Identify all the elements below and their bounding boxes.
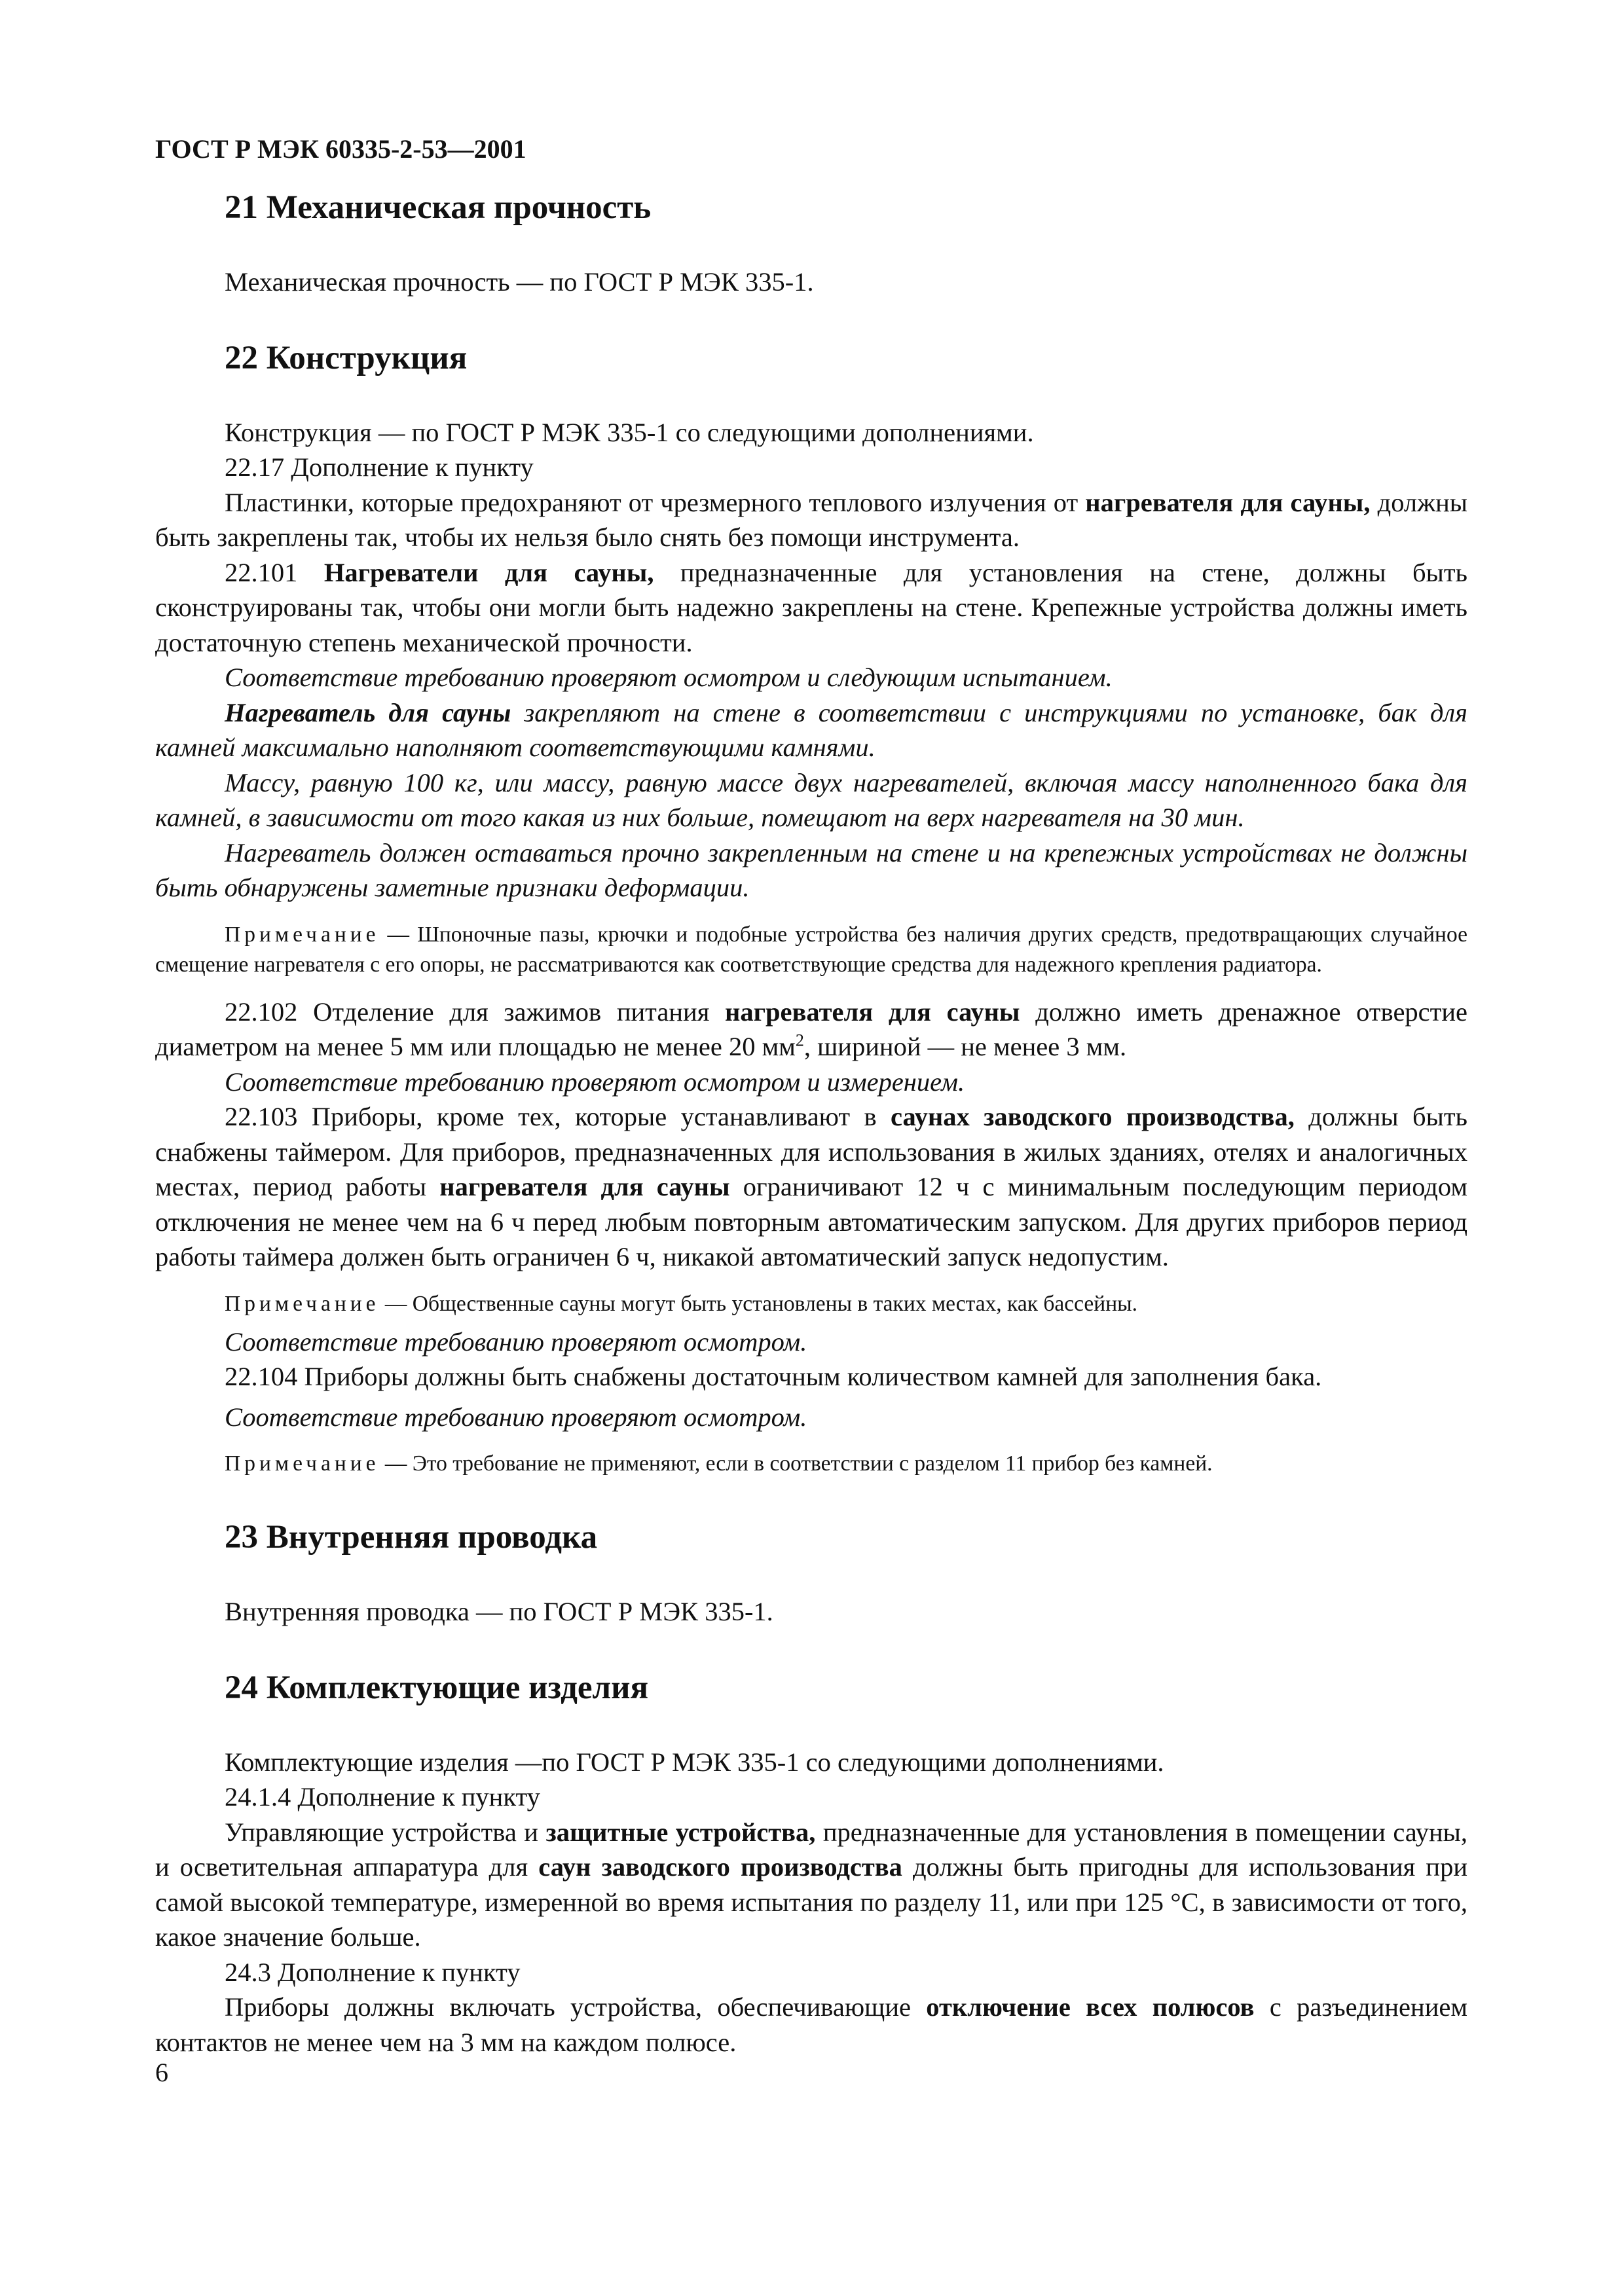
compliance-statement: Соответствие требованию проверяют осмотром и измерением. <box>225 1066 965 1097</box>
compliance-statement: Соответствие требованию проверяют осмотром. <box>225 1326 807 1357</box>
term-all-pole-disconnection: отключение всех полюсов <box>926 1992 1255 2022</box>
test-result-text: Нагреватель должен оставаться прочно закрепленным на стене и на крепежных устройствах не должны быть обнаружены заметные признаки деформации. <box>155 837 1467 902</box>
section-24 <box>155 1665 1467 2060</box>
term-sauna-heaters: Нагреватели для сауны, <box>323 557 654 587</box>
clause-24-1-4-text: Управляющие устройства и защитные устройства, предназначенные для установления в помещении сауны, и осветительная аппаратура для саун заводского производства должны быть пригодны для использования при самой высокой температуре, измеренной во время испытания по разделу 11, или при 125 °С, в зависимости от того, какое значение больше. <box>155 1817 1467 1952</box>
section-24-intro: Комплектующие изделия —по ГОСТ Р МЭК 335-1 со следующими дополнениями. <box>225 1747 1164 1777</box>
page-number: 6 <box>155 2058 168 2087</box>
compliance-statement: Соответствие требованию проверяют осмотром. <box>225 1402 807 1432</box>
section-22-title: 22 Конструкция <box>225 339 468 376</box>
section-21 <box>155 185 1467 300</box>
note-1: Примечание — Шпоночные пазы, крючки и подобные устройства без наличия других средств, предотвращающих случайное смещение нагревателя с его опоры, не рассматриваются как соответствующие средства для надежного крепления радиатора. <box>155 922 1467 977</box>
clause-24-1-4-heading: 24.1.4 Дополнение к пункту <box>225 1782 540 1812</box>
term-sauna-heater: Нагреватель для сауны <box>225 697 511 727</box>
section-23-title: 23 Внутренняя проводка <box>225 1519 598 1556</box>
clause-24-3-heading: 24.3 Дополнение к пункту <box>225 1957 521 1987</box>
term-factory-saunas: саун заводского производства <box>538 1852 902 1882</box>
clause-24-3-text: Приборы должны включать устройства, обеспечивающие отключение всех полюсов с разъединением контактов не менее чем на 3 мм на каждом полюсе. <box>155 1992 1467 2057</box>
term-sauna-heater: нагревателя для сауны, <box>1085 487 1371 517</box>
section-21-text: Механическая прочность — по ГОСТ Р МЭК 335-1. <box>225 267 814 297</box>
term-factory-saunas: саунах заводского производства, <box>890 1102 1295 1131</box>
clause-22-103-text: 22.103 Приборы, кроме тех, которые устанавливают в саунах заводского производства, должны быть снабжены таймером. Для приборов, предназначенных для использования в жилых зданиях, отелях и аналогичных местах, период работы нагревателя для сауны ограничивают 12 ч с минимальным последующим периодом отключения не менее чем на 6 ч перед любым повторным автоматическим запуском. Для других приборов период работы таймера должен быть ограничен 6 ч, никакой автоматический запуск недопустим. <box>155 1102 1468 1271</box>
note-3: Примечание — Это требование не применяют, если в соответствии с разделом 11 прибор без камней. <box>225 1451 1213 1476</box>
section-22-intro: Конструкция — по ГОСТ Р МЭК 335-1 со следующими дополнениями. <box>225 417 1034 447</box>
term-sauna-heater: нагревателя для сауны <box>725 996 1020 1027</box>
section-22 <box>155 335 1467 1480</box>
note-label: Примечание <box>225 1451 380 1476</box>
section-24-title: 24 Комплектующие изделия <box>225 1669 649 1706</box>
clause-22-17-heading: 22.17 Дополнение к пункту <box>225 452 534 482</box>
test-load-text: Массу, равную 100 кг, или массу, равную массе двух нагревателей, включая массу наполненного бака для камней, в зависимости от того какая из них больше, помещают на верх нагревателя на 30 мин. <box>155 767 1467 832</box>
document-code-header: ГОСТ Р МЭК 60335-2-53—2001 <box>155 134 526 164</box>
note-label: Примечание <box>225 922 380 947</box>
term-sauna-heater: нагревателя для сауны <box>439 1172 730 1201</box>
test-procedure-text: Нагреватель для сауны закрепляют на стене в соответствии с инструкциями по установке, бак для камней максимально наполняют соответствующими камнями. <box>155 697 1468 762</box>
clause-22-101-text: 22.101 Нагреватели для сауны, предназначенные для установления на стене, должны быть сконструированы так, чтобы они могли быть надежно закреплены на стене. Крепежные устройства должны иметь достаточную степень механической прочности. <box>155 557 1467 657</box>
document-body <box>155 185 1467 2060</box>
note-label: Примечание <box>225 1291 380 1316</box>
term-protective-devices: защитные устройства, <box>545 1817 816 1847</box>
section-23-text: Внутренняя проводка — по ГОСТ Р МЭК 335-1. <box>225 1597 773 1626</box>
clause-22-104-text: 22.104 Приборы должны быть снабжены достаточным количеством камней для заполнения бака. <box>225 1362 1322 1391</box>
section-23 <box>155 1514 1467 1630</box>
section-21-title: 21 Механическая прочность <box>225 189 652 226</box>
compliance-statement: Соответствие требованию проверяют осмотром и следующим испытанием. <box>225 663 1113 692</box>
clause-22-102-text: 22.102 Отделение для зажимов питания нагревателя для сауны должно иметь дренажное отверстие диаметром на менее 5 мм или площадью не менее 20 $мм^2$, шириной — не менее 3 мм. <box>155 996 1467 1061</box>
clause-22-17-text: Пластинки, которые предохраняют от чрезмерного теплового излучения от нагревателя для сауны, должны быть закреплены так, чтобы их нельзя было снять без помощи инструмента. <box>155 487 1467 552</box>
note-2: Примечание — Общественные сауны могут быть установлены в таких местах, как бассейны. <box>225 1291 1138 1316</box>
